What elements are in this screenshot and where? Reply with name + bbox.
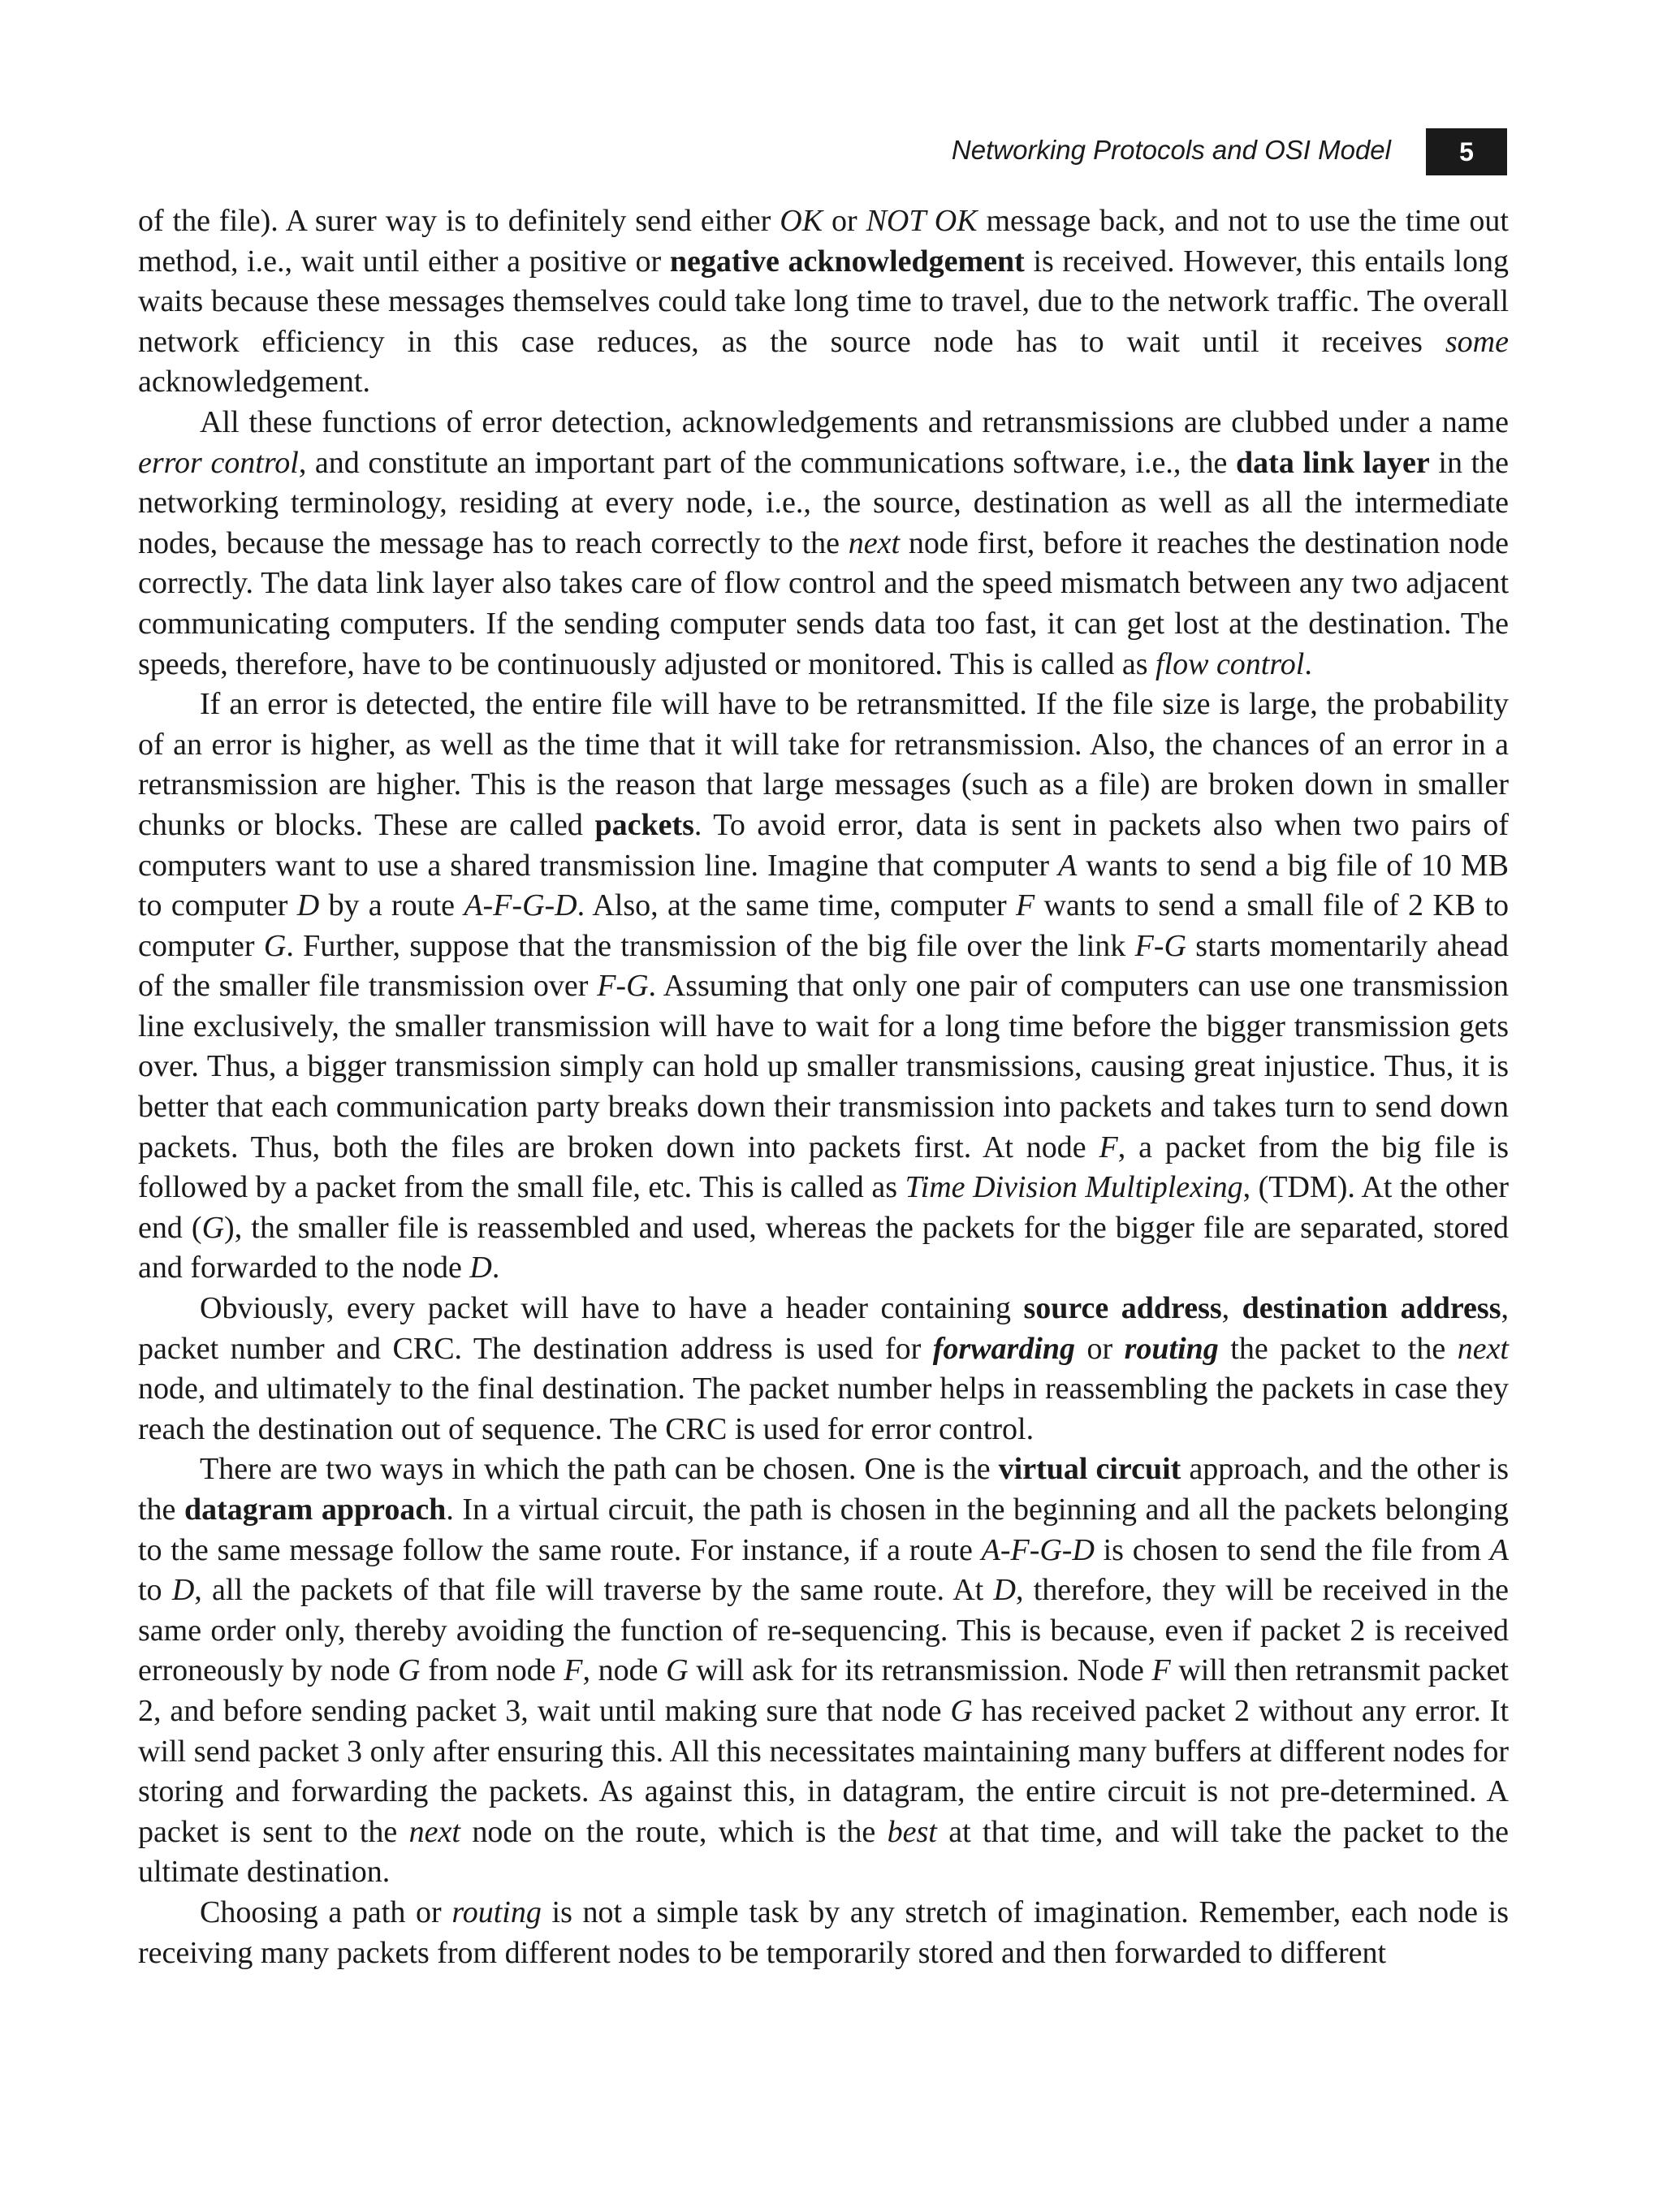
text-run-italic: D xyxy=(469,1251,492,1285)
text-run-italic: next xyxy=(408,1814,460,1849)
text-run: by a route xyxy=(319,888,464,923)
text-run-bold: negative acknowledgement xyxy=(669,244,1025,279)
text-run: node, and ultimately to the final destination. The packet number helps in reassembling the packets in case they reach the destination out of sequence. The CRC is used for error control. xyxy=(138,1372,1509,1446)
text-run: has received packet 2 without any error. It will send packet 3 only after ensuring this. All this necessitates maintaining many buffers at different nodes for storing and forwarding the packets. As against this, in datagram, the entire circuit is not pre-determined. A packet is sent to the xyxy=(138,1693,1510,1849)
text-run-italic: F-G xyxy=(1134,928,1186,963)
text-run-bold-italic: routing xyxy=(1124,1331,1219,1366)
page-number-box xyxy=(1426,128,1507,175)
text-run-bold: data link layer xyxy=(1236,445,1430,480)
text-run-bold: source address xyxy=(1023,1291,1222,1326)
text-run: acknowledgement. xyxy=(138,365,370,400)
text-run: . In a virtual circuit, the path is chosen in the beginning and all the packets belonging to the same message follow the same route. For instance, if a route xyxy=(138,1493,1509,1567)
text-run: wants to send a big file of 10 MB to computer xyxy=(138,848,1509,923)
text-run-italic: A-F-G-D xyxy=(464,888,577,923)
text-run-italic: A xyxy=(1058,848,1078,883)
text-run: . xyxy=(1304,646,1312,681)
text-run-bold: virtual circuit xyxy=(998,1452,1181,1487)
text-run: to xyxy=(138,1573,172,1608)
text-run-bold-italic: forwarding xyxy=(932,1331,1076,1366)
text-run-italic: D xyxy=(296,888,320,923)
text-run-italic: G xyxy=(666,1653,689,1688)
header-title: Networking Protocols and OSI Model xyxy=(951,135,1391,165)
paragraph xyxy=(138,201,1509,403)
text-run: starts momentarily ahead of the smaller file transmission over xyxy=(138,928,1509,1004)
running-header xyxy=(0,128,1663,177)
text-run: at that time, and will take the packet to the ultimate destination. xyxy=(138,1814,1509,1890)
text-run: , xyxy=(1221,1291,1242,1326)
text-run: or xyxy=(1075,1331,1125,1366)
text-run: . Further, suppose that the transmission of the big file over the link xyxy=(286,928,1135,963)
text-run: , and constitute an important part of the communications software, i.e., the xyxy=(298,445,1237,480)
text-run: . Also, at the same time, computer xyxy=(577,888,1016,923)
text-run: , node xyxy=(582,1653,667,1688)
text-run: approach, and the other is the xyxy=(138,1452,1509,1527)
text-run-italic: best xyxy=(887,1814,937,1849)
text-run-italic: G xyxy=(950,1693,973,1728)
text-run: of the file). A surer way is to definitely send either xyxy=(138,204,780,238)
text-run: . To avoid error, data is sent in packets also when two pairs of computers want to use a shared transmission line. Imagine that computer xyxy=(138,807,1509,883)
paragraph xyxy=(138,403,1509,685)
text-run-italic: next xyxy=(848,525,901,560)
text-run: wants to send a small file of 2 KB to computer xyxy=(138,888,1509,963)
text-run-italic: routing xyxy=(451,1894,542,1929)
text-run: is received. However, this entails long waits because these messages themselves could take long time to travel, due to the network traffic. The overall network efficiency in this case reduces, as the source node has to wait until it receives xyxy=(138,244,1509,359)
text-run: or xyxy=(823,204,866,238)
text-run: There are two ways in which the path can be chosen. One is the xyxy=(200,1452,999,1487)
text-run-italic: some xyxy=(1445,324,1509,359)
text-run: message back, and not to use the time out method, i.e., wait until either a positive or xyxy=(138,204,1509,279)
text-run: Choosing a path or xyxy=(200,1894,452,1929)
text-run-bold: datagram approach xyxy=(184,1493,447,1527)
text-run: is not a simple task by any stretch of imagination. Remember, each node is receiving many packets from different nodes to be temporarily stored and then forwarded to different xyxy=(138,1894,1509,1970)
text-run-italic: Time Division Multiplexing xyxy=(905,1170,1243,1205)
bold-italic-wrapper xyxy=(933,1332,1075,1366)
text-run: , (TDM). At the other end ( xyxy=(138,1170,1509,1245)
text-run: , all the packets of that file will traverse by the same route. At xyxy=(194,1573,994,1608)
text-run-italic: F xyxy=(1099,1130,1118,1164)
text-run-italic: G xyxy=(201,1210,225,1245)
text-run-italic: OK xyxy=(780,204,823,238)
text-run-italic: F xyxy=(1151,1653,1171,1688)
text-run-italic: F-G xyxy=(597,969,649,1004)
paragraph xyxy=(138,1289,1509,1449)
text-run-italic: F xyxy=(1015,888,1035,923)
text-run-italic: A xyxy=(1489,1532,1510,1567)
text-run-italic: NOT OK xyxy=(866,204,978,238)
text-run-italic: G xyxy=(263,928,287,963)
text-run-italic: next xyxy=(1457,1331,1509,1366)
text-run: All these functions of error detection, acknowledgements and retransmissions are clubbed under a name xyxy=(200,404,1509,439)
text-run: . xyxy=(491,1251,500,1285)
text-run: will then retransmit packet 2, and before sending packet 3, wait until making sure that node xyxy=(138,1653,1509,1728)
page-number: 5 xyxy=(1459,137,1474,166)
bold-italic-wrapper xyxy=(1125,1332,1219,1366)
text-run-italic: D xyxy=(993,1573,1016,1608)
text-run: , packet number and CRC. The destination address is used for xyxy=(138,1291,1509,1366)
paragraph xyxy=(138,685,1509,1289)
text-run: node first, before it reaches the destination node correctly. The data link layer also takes care of flow control and the speed mismatch between any two adjacent communicating computers. If the sending computer sends data too fast, it can get lost at the destination. The speeds, therefore, have to be continuously adjusted or monitored. This is called as xyxy=(138,525,1509,681)
text-run-bold: packets xyxy=(594,807,694,842)
text-run: will ask for its retransmission. Node xyxy=(688,1653,1152,1688)
text-run: from node xyxy=(420,1653,564,1688)
text-run: . Assuming that only one pair of computers can use one transmission line exclusively, the smaller transmission will have to wait for a long time before the bigger transmission gets over. Thus, a bigger transmission simply can hold up smaller transmissions, causing great injustice. Thus, it is better that each communication party breaks down their transmission into packets and takes turn to send down packets. Thus, both the files are broken down into packets first. At node xyxy=(138,969,1509,1164)
text-run-bold: destination address xyxy=(1242,1291,1501,1326)
text-run: is chosen to send the file from xyxy=(1094,1532,1490,1567)
text-run: node on the route, which is the xyxy=(460,1814,888,1849)
text-run-italic: D xyxy=(171,1573,195,1608)
text-run: , a packet from the big file is followed by a packet from the small file, etc. This is called as xyxy=(138,1130,1509,1205)
text-run: Obviously, every packet will have to have a header containing xyxy=(200,1291,1024,1326)
body-text xyxy=(138,201,1509,1973)
paragraph xyxy=(138,1449,1509,1893)
text-run-italic: G xyxy=(398,1653,421,1688)
text-run: If an error is detected, the entire file will have to be retransmitted. If the file size is large, the probability of an error is higher, as well as the time that it will take for retransmission. Also, the chances of an error in a retransmission are higher. This is the reason that large messages (such as a file) are broken down in smaller chunks or blocks. These are called xyxy=(138,687,1509,842)
text-run-italic: F xyxy=(564,1653,583,1688)
text-run: the packet to the xyxy=(1218,1331,1458,1366)
text-run: ), the smaller file is reassembled and used, whereas the packets for the bigger file are separated, stored and forwarded to the node xyxy=(138,1210,1509,1285)
paragraph xyxy=(138,1893,1509,1973)
text-run-italic: flow control xyxy=(1155,646,1305,681)
text-run-italic: A-F-G-D xyxy=(981,1532,1095,1567)
text-run: in the networking terminology, residing at every node, i.e., the source, destination as well as all the intermediate nodes, because the message has to reach correctly to the xyxy=(138,445,1509,560)
text-run: , therefore, they will be received in the same order only, thereby avoiding the function of re-sequencing. This is because, even if packet 2 is received erroneously by node xyxy=(138,1573,1509,1688)
text-run-italic: error control xyxy=(138,445,299,480)
